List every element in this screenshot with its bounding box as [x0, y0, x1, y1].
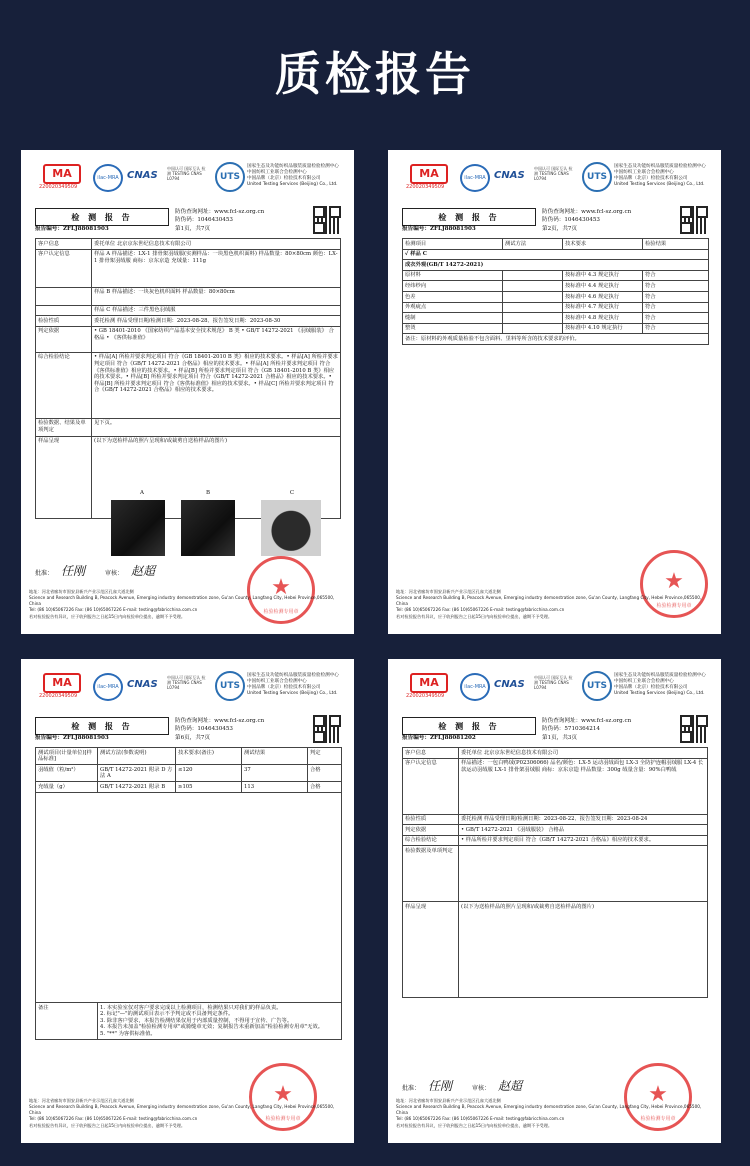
ilac-logo: ilac-MRA: [460, 164, 490, 192]
cnas-test-label: 中国认可 国际互认 检测 TESTING CNAS L0794: [167, 166, 206, 181]
logo-bar: [402, 671, 712, 705]
table-row: 整烫 按标准中 4.10 规定执行 符合: [403, 323, 709, 334]
report-footer: 地址：河北省廊坊市固安县新兴产业示范区孔雀大道北侧 Science and Research Building B, Peacock Avenue, Emerging industry demonstration zone, Gu'an County, Langfang City, Hebei Province,065500, China Tel: (86 10)65067226 Fax: (86 10)65067226 E-mail: testing@fabricchina.com.cn 若对检验报告有异议，应于收到报告之日起15日内向检验单位提出，逾期不予受理。: [396, 588, 702, 619]
table-row: 客户认定信息 样品描述：一包白鸭绒(P02306066) 品名/颜色：LX-5 运动羽绒面包 LX-3 全防护连帽羽绒服 LX-4 长款运动羽绒服 LX-1 排骨架羽绒服 商标：京东京造 样品数量：300g 绒量含量：90%白鸭绒: [403, 758, 708, 814]
page-title: 质检报告: [275, 47, 475, 101]
table-row: 客户认定信息 样品 A 样品描述：LX-1 排骨架羽绒服(实测样品：一块黑色机织面料) 样品数量：80×80cm 颜色：LX-1 排骨架羽绒服 商标：京东京造 充绒量：111g: [36, 249, 341, 287]
anti-fake-info: 防伪查询网址：www.fcl-sz.org.cn 防伪码：1046430453 第1页，共7页: [175, 209, 265, 232]
report-page-6: [21, 659, 354, 1143]
table-row: 样品呈现 (以下为送检样品的照片呈现和/或裁剪自送检样品的图片): [36, 436, 341, 518]
logo-bar: [35, 162, 345, 196]
table-header: 测试项目(计量单位)[样品标准] 测试方法(参数说明) 技术要求(备注) 测试结果 判定: [36, 748, 342, 765]
logo-bar: [35, 671, 345, 705]
table-row: 样品 B 样品描述：一块灰色机织面料 样品数量：80×80cm: [36, 287, 341, 305]
cnas-logo: CNAS: [127, 170, 158, 181]
sample-label-a: A: [140, 490, 144, 496]
table-row: 检验数据、结果及单项判定 见下页。: [36, 418, 341, 436]
official-stamp: ★ 检验检测专用章: [247, 556, 315, 624]
table-row: 综合检验结论 • 样品[A] 所检并要求判定项目 符合《GB 18401-2010 B 类》相应的技术要求。• 样品[A] 所检并要求判定项目 符合《GB/T 14272-2021 合格品》相应的技术要求。• 样品[A] 所检并要求判定项目 符合《客供标准值》相应的技术要求。• 样品[B] 所检并要求判定项目 符合《GB 18401-2010 B 类》相应的技术要求。• 样品[B] 所检并要求判定项目 符合《GB/T 14272-2021 合格品》相应的技术要求。• 样品[B] 所检并要求判定项目 符合《客供标准值》相应的技术要求。• 样品[C] 所检并要求判定项目 符合《GB/T 14272-2021 合格品》相应的技术要求。: [36, 352, 341, 418]
report-header: [35, 715, 341, 745]
cnas-logo: CNAS: [494, 679, 525, 690]
report-page-1: [21, 150, 354, 634]
table-row: 缝制 按标准中 4.8 规定执行 符合: [403, 313, 709, 324]
report-title: 检 测 报 告: [35, 717, 169, 735]
report-header: [402, 715, 708, 745]
ma-logo: MA 220020349509: [39, 671, 83, 701]
table-row: [36, 793, 342, 1003]
report-header: [402, 206, 708, 236]
table-row: 客户信息 委托单位 北京京东世纪信息技术有限公司: [403, 748, 708, 759]
report-table: [402, 747, 708, 998]
sample-b-photo: [181, 500, 235, 556]
qr-code: [313, 715, 341, 743]
table-row: 样品 C 样品描述：三件黑色羽绒服: [36, 305, 341, 316]
org-name: 国家生态及功能纺织品服装质量检验检测中心 中国纺织工业联合会检测中心 中国品牌（北京）检验技术有限公司 United Testing Services (Beijing) Co., Ltd.: [247, 164, 339, 187]
anti-fake-info: 防伪查询网址：www.fcl-sz.org.cn 防伪码：5710364214 第1页，共3页: [542, 718, 632, 741]
report-footer: 地址：河北省廊坊市固安县新兴产业示范区孔雀大道北侧 Science and Research Building B, Peacock Avenue, Emerging industry demonstration zone, Gu'an County, Langfang City, Hebei Province,065500, China Tel: (86 10)65067226 Fax: (86 10)65067226 E-mail: testing@fabricchina.com.cn 若对检验报告有异议，应于收到报告之日起15日内向检验单位提出，逾期不予受理。: [29, 1097, 335, 1128]
logo-bar: [402, 162, 712, 196]
table-row: 充绒量（g） GB/T 14272-2021 附录 B ≥105 113 合格: [36, 782, 342, 793]
table-row: 客户信息 委托单位 北京京东世纪信息技术有限公司: [36, 239, 341, 250]
report-header: [35, 206, 341, 236]
qr-code: [680, 715, 708, 743]
sample-label-b: B: [205, 490, 211, 496]
ma-logo: MA 220020349509: [406, 671, 450, 701]
table-row: 检验性质 委托检测 样品受理日期/检测日期：2023-08-28、报告签发日期：2023-08-30: [36, 316, 341, 327]
report-number: 报告编号：ZFLJ88081903: [35, 735, 109, 741]
qr-code: [680, 206, 708, 234]
table-row: ✓ 样品 C: [403, 249, 709, 260]
ilac-logo: ilac-MRA: [93, 164, 123, 192]
cnas-test-label: 中国认可 国际互认 检测 TESTING CNAS L0794: [167, 675, 206, 690]
table-header: 检测项目 测试方法 技术要求 检验结果: [403, 239, 709, 250]
results-table: [35, 747, 342, 1040]
org-name: 国家生态及功能纺织品服装质量检验检测中心 中国纺织工业联合会检测中心 中国品牌（北京）检验技术有限公司 United Testing Services (Beijing) Co., Ltd.: [614, 673, 706, 696]
table-row: 经纬纱向 按标准中 4.4 规定执行 符合: [403, 281, 709, 292]
remarks-row: 备注 1. 本实验室仅对客户要求完成以上检测项目，检测结果只对我们的样品负责。 2. 标记"—"的测试项目表示不予判定或不具备判定条件。 3. 除非客户要求，本报告检测结果仅用于内部质量控制，不得用于宣传、广告等。 4. 本报告未加盖"检验检测专用章"或骑缝章无效；复制报告未重新加盖"检验检测专用章"无效。 5. "**" 为客供标准值。: [36, 1003, 342, 1040]
uts-logo: UTS: [582, 671, 612, 701]
org-name: 国家生态及功能纺织品服装质量检验检测中心 中国纺织工业联合会检测中心 中国品牌（北京）检验技术有限公司 United Testing Services (Beijing) Co., Ltd.: [614, 164, 706, 187]
ma-logo: MA 220020349509: [39, 162, 83, 192]
ilac-logo: ilac-MRA: [460, 673, 490, 701]
table-row: 羽绒值（粒/m²） GB/T 14272-2021 附录 D 方法 A ≤120 37 合格: [36, 765, 342, 782]
cnas-logo: CNAS: [127, 679, 158, 690]
table-row: 判定依据 • GB/T 14272-2021 《羽绒服装》 合格品: [403, 825, 708, 836]
uts-logo: UTS: [215, 671, 245, 701]
report-title: 检 测 报 告: [402, 208, 536, 226]
cnas-test-label: 中国认可 国际互认 检测 TESTING CNAS L0794: [534, 166, 573, 181]
table-row: 样品呈现 (以下为送检样品的照片呈现和/或裁剪自送检样品的图片): [403, 902, 708, 998]
table-row: 综合检验结论 • 样品所检并要求判定项目 符合《GB/T 14272-2021 合格品》相应的技术要求。: [403, 835, 708, 846]
uts-logo: UTS: [215, 162, 245, 192]
report-title: 检 测 报 告: [35, 208, 169, 226]
report-title: 检 测 报 告: [402, 717, 536, 735]
org-name: 国家生态及功能纺织品服装质量检验检测中心 中国纺织工业联合会检测中心 中国品牌（北京）检验技术有限公司 United Testing Services (Beijing) Co., Ltd.: [247, 673, 339, 696]
anti-fake-info: 防伪查询网址：www.fcl-sz.org.cn 防伪码：1046430453 第2页，共7页: [542, 209, 632, 232]
report-number: 报告编号：ZFLJ88081903: [402, 226, 476, 232]
report-page-2: [388, 150, 721, 634]
ilac-logo: ilac-MRA: [93, 673, 123, 701]
report-footer: 地址：河北省廊坊市固安县新兴产业示范区孔雀大道北侧 Science and Research Building B, Peacock Avenue, Emerging industry demonstration zone, Gu'an County, Langfang City, Hebei Province,065500, China Tel: (86 10)65067226 Fax: (86 10)65067226 E-mail: testing@fabricchina.com.cn 若对检验报告有异议，应于收到报告之日起15日内向检验单位提出，逾期不予受理。: [396, 1097, 702, 1128]
sample-c-photo: [261, 500, 321, 556]
results-table: [402, 238, 709, 345]
official-stamp: ★ 检验检测专用章: [640, 550, 708, 618]
table-note: 备注：原材料的外观质量检验不包含面料、里料等所含的技术要求的评价。: [403, 334, 709, 345]
qr-code: [313, 206, 341, 234]
cnas-logo: CNAS: [494, 170, 525, 181]
report-number: 报告编号：ZFLJ88081903: [35, 226, 109, 232]
signature-row: 批准： 任刚 审核： 赵超: [402, 1079, 522, 1093]
table-row: 外观疵点 按标准中 4.7 规定执行 符合: [403, 302, 709, 313]
report-number: 报告编号：ZFLJ88081202: [402, 735, 476, 741]
sample-a-photo: [111, 500, 165, 556]
report-down-test: [388, 659, 721, 1143]
table-row: 原材料 按标准中 4.3 规定执行 符合: [403, 270, 709, 281]
cnas-test-label: 中国认可 国际互认 检测 TESTING CNAS L0794: [534, 675, 573, 690]
table-row: 检验数据及单项判定: [403, 846, 708, 902]
anti-fake-info: 防伪查询网址：www.fcl-sz.org.cn 防伪码：1046430453 第6页，共7页: [175, 718, 265, 741]
ma-logo: MA 220020349509: [406, 162, 450, 192]
report-footer: 地址：河北省廊坊市固安县新兴产业示范区孔雀大道北侧 Science and Research Building B, Peacock Avenue, Emerging industry demonstration zone, Gu'an County, Langfang City, Hebei Province,065500, China Tel: (86 10)65067226 Fax: (86 10)65067226 E-mail: testing@fabricchina.com.cn 若对检验报告有异议，应于收到报告之日起15日内向检验单位提出，逾期不予受理。: [29, 588, 335, 619]
official-stamp: ★ 检验检测专用章: [624, 1063, 692, 1131]
signature-row: 批准： 任刚 审核： 赵超: [35, 564, 155, 578]
sample-label-c: C: [289, 490, 295, 496]
table-row: 检验性质 委托检测 样品受理日期/检测日期：2023-08-22、报告签发日期：2023-08-24: [403, 814, 708, 825]
table-row: 判定依据 • GB 18401-2010 《国家纺织产品基本安全技术规范》 B 类 • GB/T 14272-2021 《羽绒服装》 合格品 • 《客供标准值》: [36, 326, 341, 352]
report-table: [35, 238, 341, 519]
table-row: 成衣外观(GB/T 14272-2021): [403, 260, 709, 271]
uts-logo: UTS: [582, 162, 612, 192]
official-stamp: ★ 检验检测专用章: [249, 1063, 317, 1131]
table-row: 色差 按标准中 4.6 规定执行 符合: [403, 292, 709, 303]
